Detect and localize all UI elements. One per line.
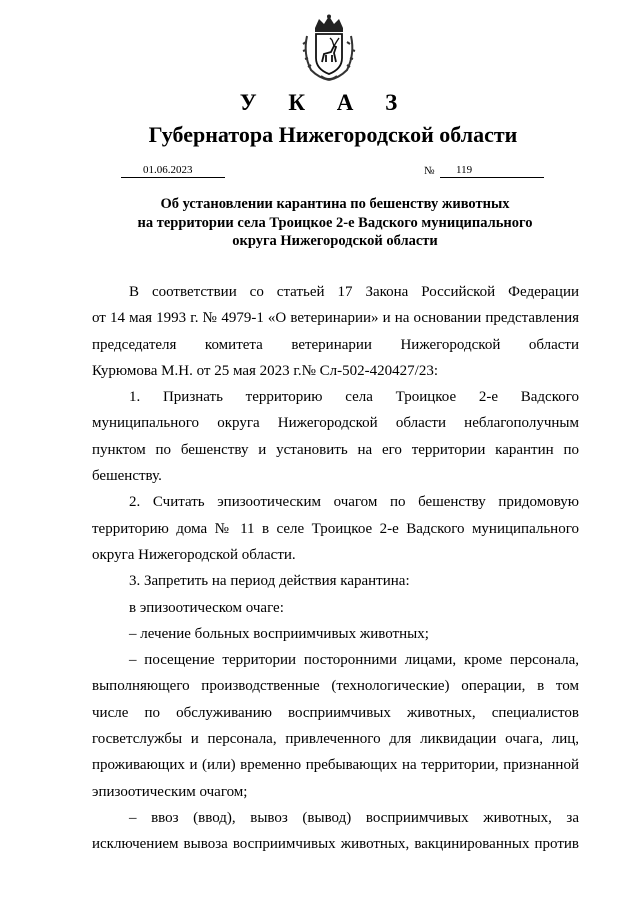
body-line: 2. Считать эпизоотическим очагом по бешенству придомовую [129, 494, 579, 511]
body-line: бешенству. [92, 468, 162, 485]
body-line: председателя комитета ветеринарии Нижегородской области [92, 336, 579, 353]
issuer-title: Губернатора Нижегородской области [148, 122, 518, 147]
body-line: в эпизоотическом очаге: [129, 599, 284, 616]
body-line: территорию дома № 11 в селе Троицкое 2-е Вадского муниципального [92, 520, 579, 537]
decree-date-field [121, 163, 225, 178]
body-line: исключением вывоза восприимчивых животных, вакцинированных против [92, 836, 579, 853]
body-line: муниципального округа Нижегородской области неблагополучным [92, 415, 579, 432]
body-line: – посещение территории посторонними лицами, кроме персонала, [129, 652, 579, 669]
heading-line: Об установлении карантина по бешенству животных [160, 196, 510, 212]
body-line: проживающих и (или) временно пребывающих на территории, признанной [92, 757, 579, 774]
decree-number-field [440, 163, 544, 178]
body-line: 1. Признать территорию села Троицкое 2-е Вадского [129, 389, 579, 406]
body-line: 3. Запретить на период действия карантина: [129, 573, 410, 590]
document-type-title: У К А З [239, 90, 411, 115]
body-line: выполняющего производственные (технологические) операции, в том [92, 678, 579, 695]
heading-line: на территории села Троицкое 2-е Вадского муниципального [137, 214, 533, 231]
heading-line: округа Нижегородской области [232, 233, 438, 249]
body-line: округа Нижегородской области. [92, 546, 296, 563]
body-line: – ввоз (ввод), вывоз (вывод) восприимчивых животных, за [129, 809, 579, 826]
body-line: от 14 мая 1993 г. № 4979-1 «О ветеринарии» и на основании представления [92, 310, 579, 327]
body-line: эпизоотическим очагом; [92, 783, 248, 800]
body-line: числе по обслуживанию восприимчивых животных, специалистов [92, 704, 579, 721]
body-line: – лечение больных восприимчивых животных; [129, 625, 429, 642]
number-sign: № [424, 165, 435, 177]
decree-number: 119 [456, 164, 473, 176]
body-line: В соответствии со статьей 17 Закона Российской Федерации [129, 284, 579, 300]
decree-heading [100, 195, 570, 251]
body-line: госветслужбы и персонала, привлеченного для ликвидации очага, лиц, [92, 731, 579, 748]
decree-body [92, 279, 579, 858]
body-line: Курюмова М.Н. от 25 мая 2023 г.№ Сл-502-420427/23: [92, 362, 438, 379]
decree-date: 01.06.2023 [143, 164, 193, 176]
coat-of-arms-emblem [301, 14, 357, 82]
body-line: пунктом по бешенству и установить на его территории карантин по [92, 441, 579, 458]
